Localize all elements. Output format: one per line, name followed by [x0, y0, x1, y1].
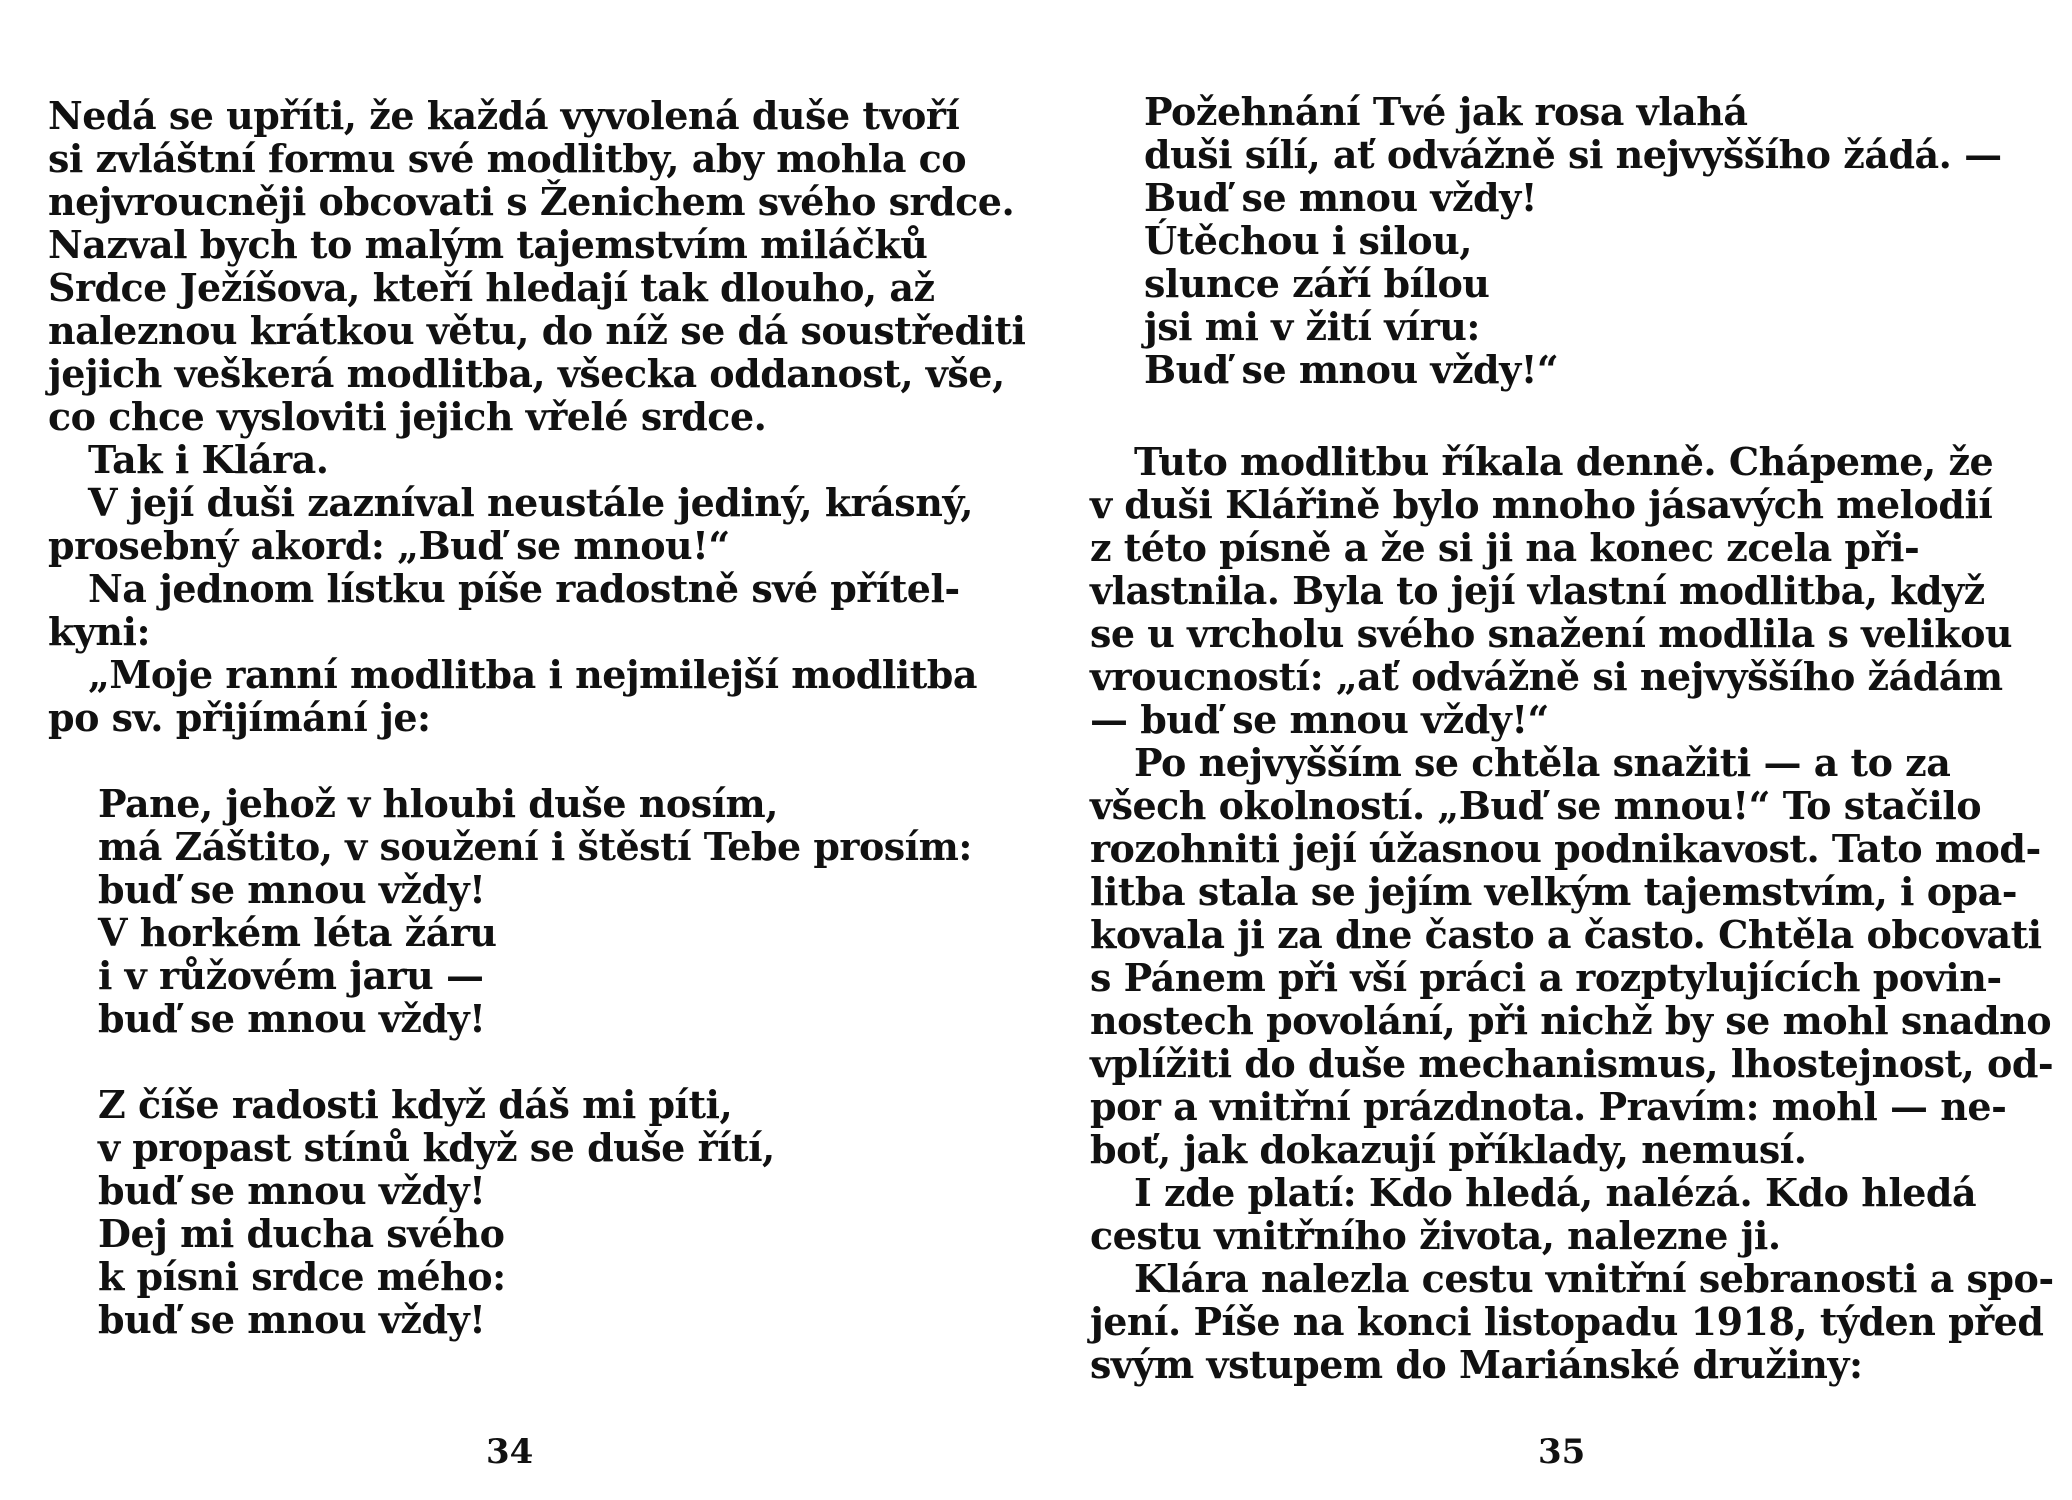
left-line-7: jejich veškerá modlitba, všecka oddanost, vše, [48, 351, 1005, 396]
right-line-16: por a vnitřní prázdnota. Pravím: mohl — ne- [1090, 1084, 2007, 1129]
left-verse-8: v propast stínů když se duše řítí, [98, 1125, 775, 1170]
right-page [1036, 0, 2072, 1500]
left-verse-9: buď se mnou vždy! [98, 1168, 486, 1213]
right-line-10: rozohniti její úžasnou podnikavost. Tato mod- [1090, 826, 2041, 871]
right-line-19: cestu vnitřního života, nalezne ji. [1090, 1213, 1781, 1258]
left-verse-10: Dej mi ducha svého [98, 1211, 505, 1256]
right-line-4: vlastnila. Byla to její vlastní modlitba, když [1090, 568, 1985, 613]
left-line-4: Nazval bych to malým tajemstvím miláčků [48, 222, 928, 267]
left-line-14: „Moje ranní modlitba i nejmilejší modlitba [88, 652, 977, 697]
left-line-5: Srdce Ježíšova, kteří hledají tak dlouho, až [48, 265, 935, 310]
right-verse-5: slunce září bílou [1144, 261, 1490, 306]
page-number-right: 35 [1538, 1432, 1586, 1472]
left-line-15: po sv. přijímání je: [48, 695, 431, 740]
left-line-10: V její duši zazníval neustále jediný, krásný, [88, 480, 973, 525]
left-line-8: co chce vysloviti jejich vřelé srdce. [48, 394, 767, 439]
left-verse-2: má Záštito, v soužení i štěstí Tebe prosím: [98, 824, 972, 869]
left-line-12: Na jednom lístku píše radostně své přítel- [88, 566, 960, 611]
right-verse-1: Požehnání Tvé jak rosa vlahá [1144, 89, 1748, 134]
left-verse-6: buď se mnou vždy! [98, 996, 486, 1041]
left-verse-12: buď se mnou vždy! [98, 1297, 486, 1342]
right-verse-7: Buď se mnou vždy!“ [1144, 347, 1559, 392]
right-verse-2: duši sílí, ať odvážně si nejvyššího žádá. — [1144, 132, 2002, 177]
right-line-21: jení. Píše na konci listopadu 1918, týden před [1090, 1299, 2044, 1344]
right-line-7: — buď se mnou vždy!“ [1090, 697, 1549, 742]
right-line-11: litba stala se jejím velkým tajemstvím, i opa- [1090, 869, 2017, 914]
left-line-9: Tak i Klára. [88, 437, 329, 482]
right-line-15: vplížiti do duše mechanismus, lhostejnost, od- [1090, 1041, 2054, 1086]
left-line-13: kyni: [48, 609, 150, 654]
right-line-9: všech okolností. „Buď se mnou!“ To stačilo [1090, 783, 1982, 828]
right-line-22: svým vstupem do Mariánské družiny: [1090, 1342, 1863, 1387]
left-line-11: prosebný akord: „Buď se mnou!“ [48, 523, 730, 568]
right-line-13: s Pánem při vší práci a rozptylujících povin- [1090, 955, 2002, 1000]
right-line-17: boť, jak dokazují příklady, nemusí. [1090, 1127, 1807, 1172]
right-line-6: vroucností: „ať odvážně si nejvyššího žádám [1090, 654, 2003, 699]
right-line-5: se u vrcholu svého snažení modlila s velikou [1090, 611, 2013, 656]
right-line-8: Po nejvyšším se chtěla snažiti — a to za [1134, 740, 1951, 785]
right-line-3: z této písně a že si ji na konec zcela při- [1090, 525, 1920, 570]
right-verse-6: jsi mi v žití víru: [1144, 304, 1480, 349]
left-verse-11: k písni srdce mého: [98, 1254, 506, 1299]
left-line-1: Nedá se upříti, že každá vyvolená duše tvoří [48, 93, 960, 138]
right-line-12: kovala ji za dne často a často. Chtěla obcovati [1090, 912, 2042, 957]
left-verse-4: V horkém léta žáru [98, 910, 497, 955]
left-verse-5: i v růžovém jaru — [98, 953, 484, 998]
right-line-2: v duši Klářině bylo mnoho jásavých melodií [1090, 482, 1993, 527]
left-verse-1: Pane, jehož v hloubi duše nosím, [98, 781, 778, 826]
left-line-3: nejvroucněji obcovati s Ženichem svého srdce. [48, 179, 1015, 224]
right-line-18: I zde platí: Kdo hledá, nalézá. Kdo hledá [1134, 1170, 1977, 1215]
right-line-14: nostech povolání, při nichž by se mohl snadno [1090, 998, 2052, 1043]
page-number-left: 34 [486, 1432, 534, 1472]
right-line-20: Klára nalezla cestu vnitřní sebranosti a spo- [1134, 1256, 2054, 1301]
right-verse-4: Útěchou i silou, [1144, 218, 1472, 263]
left-line-2: si zvláštní formu své modlitby, aby mohla co [48, 136, 967, 181]
left-line-6: naleznou krátkou větu, do níž se dá soustřediti [48, 308, 1026, 353]
right-verse-3: Buď se mnou vždy! [1144, 175, 1537, 220]
left-verse-7: Z číše radosti když dáš mi píti, [98, 1082, 733, 1127]
right-line-1: Tuto modlitbu říkala denně. Chápeme, že [1134, 439, 1994, 484]
left-verse-3: buď se mnou vždy! [98, 867, 486, 912]
